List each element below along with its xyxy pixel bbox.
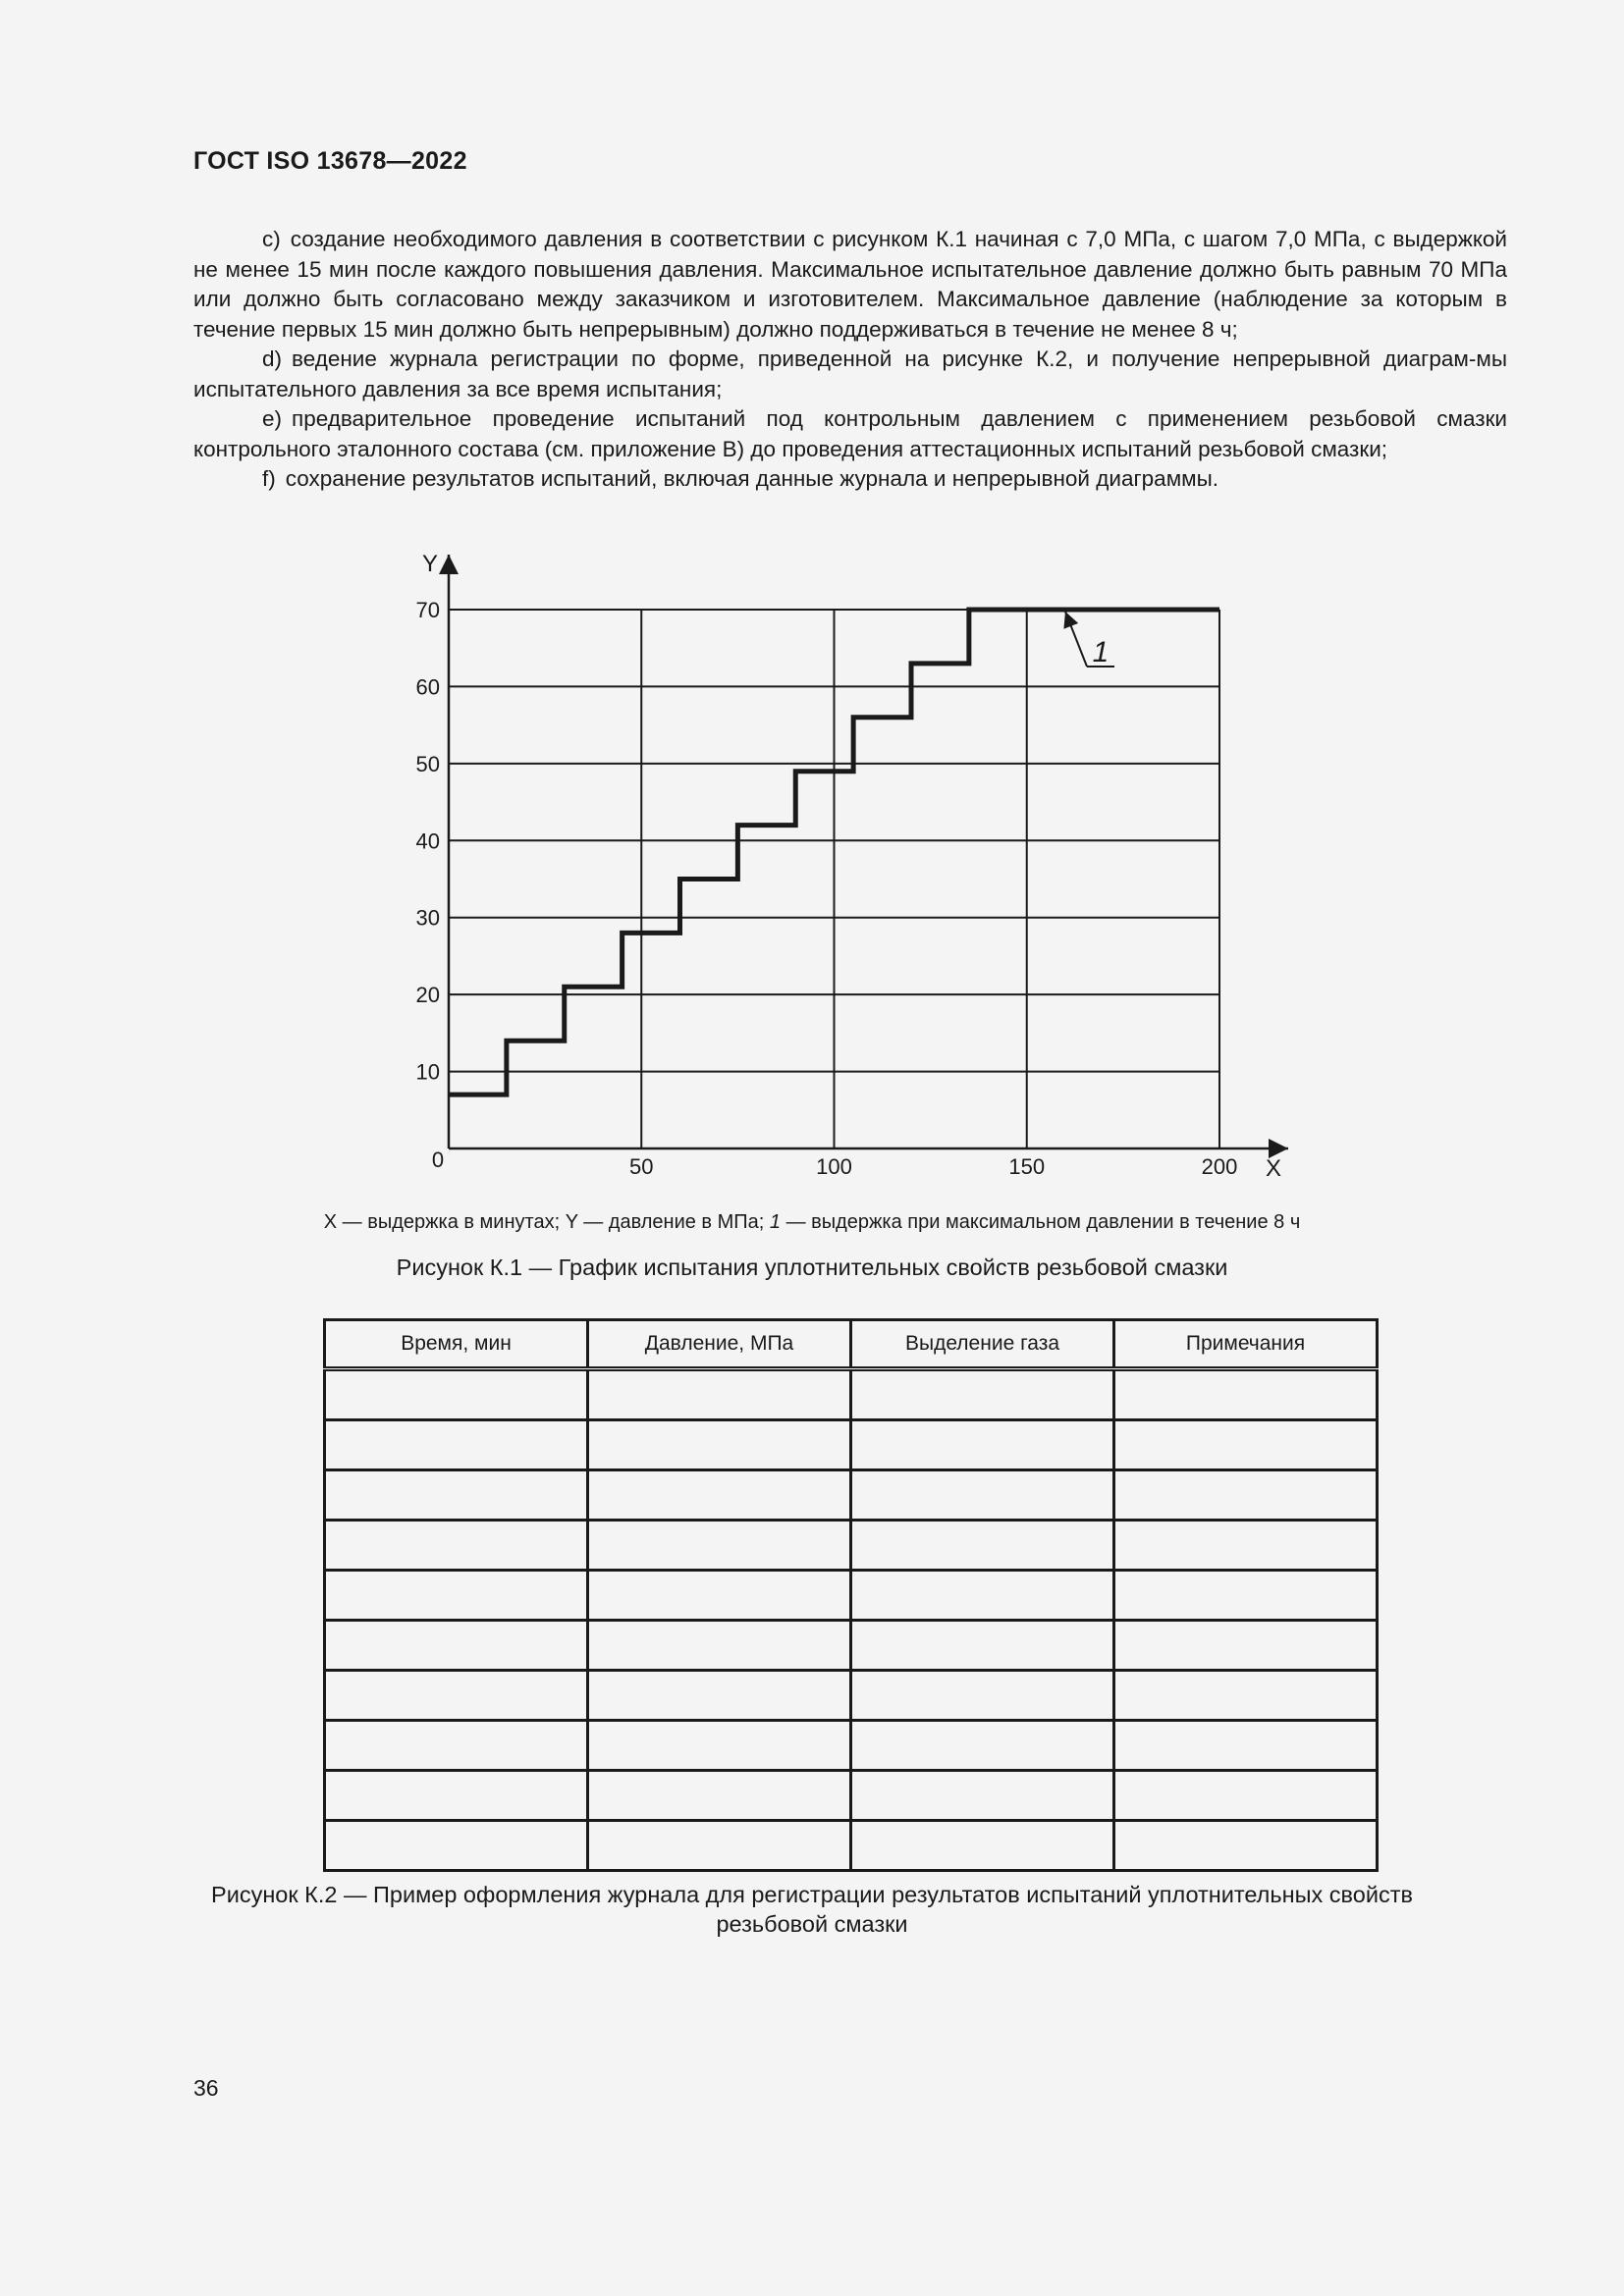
table-row bbox=[325, 1771, 1378, 1821]
table-cell bbox=[588, 1470, 851, 1521]
figure2-caption-line1: Рисунок К.2 — Пример оформления журнала для регистрации результатов испытаний уплотнительных свойств bbox=[211, 1882, 1413, 1907]
table-cell bbox=[325, 1521, 588, 1571]
paragraph-text: создание необходимого давления в соответствии с рисунком К.1 начиная с 7,0 МПа, с шагом 7,0 МПа, с выдержкой не менее 15 мин после каждого повышения давления. Максимальное испытательное давление должно быть равным 70 МПа или должно быть согласовано между заказчиком и изготовителем. Максимальное давление (наблюдение за которым в течение первых 15 мин должно быть непрерывным) должно поддерживаться в течение не менее 8 ч; bbox=[193, 227, 1507, 342]
figure2-caption bbox=[196, 1880, 1428, 1939]
table-cell bbox=[325, 1571, 588, 1621]
paragraph-marker: f) bbox=[262, 466, 276, 491]
column-header-gas: Выделение газа bbox=[851, 1320, 1114, 1369]
chart-annotations bbox=[1065, 612, 1114, 668]
table-cell bbox=[851, 1470, 1114, 1521]
y-tick-label: 60 bbox=[415, 674, 440, 700]
table-cell bbox=[325, 1470, 588, 1521]
table-row bbox=[325, 1821, 1378, 1871]
y-tick-label: 10 bbox=[415, 1059, 440, 1085]
table-row bbox=[325, 1621, 1378, 1671]
table-cell bbox=[1114, 1571, 1378, 1621]
table-row bbox=[325, 1420, 1378, 1470]
table-cell bbox=[851, 1369, 1114, 1420]
table-cell bbox=[325, 1671, 588, 1721]
table-cell bbox=[851, 1821, 1114, 1871]
figure1-caption: Рисунок К.1 — График испытания уплотнительных свойств резьбовой смазки bbox=[396, 1255, 1228, 1280]
journal-table bbox=[323, 1318, 1379, 1872]
paragraph-text: предварительное проведение испытаний под контрольным давлением с применением резьбовой смазки контрольного эталонного состава (см. приложение В) до проведения аттестационных испытаний резьбовой смазки; bbox=[193, 406, 1507, 461]
table-cell bbox=[1114, 1369, 1378, 1420]
y-tick-label: 30 bbox=[415, 905, 440, 931]
table-cell bbox=[1114, 1470, 1378, 1521]
table-cell bbox=[588, 1771, 851, 1821]
table-cell bbox=[325, 1369, 588, 1420]
table-row bbox=[325, 1721, 1378, 1771]
column-header-pressure: Давление, МПа bbox=[588, 1320, 851, 1369]
table-row bbox=[325, 1470, 1378, 1521]
legend-xy-text: X — выдержка в минутах; Y — давление в МПа; bbox=[323, 1211, 770, 1233]
legend-number: 1 bbox=[769, 1211, 782, 1233]
journal-header-row bbox=[325, 1320, 1378, 1369]
figure1-legend bbox=[196, 1211, 1428, 1234]
document-header: ГОСТ ISO 13678—2022 bbox=[193, 147, 467, 175]
table-cell bbox=[1114, 1621, 1378, 1671]
table-cell bbox=[851, 1420, 1114, 1470]
table-cell bbox=[851, 1771, 1114, 1821]
column-header-notes: Примечания bbox=[1114, 1320, 1378, 1369]
column-header-time: Время, мин bbox=[325, 1320, 588, 1369]
table-cell bbox=[588, 1369, 851, 1420]
figure2-caption-line2: резьбовой смазки bbox=[716, 1911, 908, 1937]
table-row bbox=[325, 1671, 1378, 1721]
table-cell bbox=[1114, 1821, 1378, 1871]
table-cell bbox=[325, 1821, 588, 1871]
table-cell bbox=[851, 1571, 1114, 1621]
table-cell bbox=[325, 1420, 588, 1470]
y-tick-label: 20 bbox=[415, 983, 440, 1008]
page-number: 36 bbox=[193, 2075, 219, 2101]
x-axis-label: X bbox=[1265, 1155, 1282, 1182]
table-cell bbox=[851, 1521, 1114, 1571]
table-row bbox=[325, 1521, 1378, 1571]
table-cell bbox=[1114, 1521, 1378, 1571]
legend-series-text: — выдержка при максимальном давлении в течение 8 ч bbox=[781, 1211, 1301, 1233]
table-cell bbox=[588, 1621, 851, 1671]
table-cell bbox=[325, 1721, 588, 1771]
x-tick-label: 100 bbox=[816, 1154, 852, 1179]
x-tick-label: 150 bbox=[1008, 1154, 1046, 1179]
origin-label: 0 bbox=[431, 1148, 445, 1172]
y-tick-label: 40 bbox=[415, 828, 440, 854]
chart-axes bbox=[449, 555, 1288, 1148]
paragraph-marker: c) bbox=[262, 227, 281, 251]
paragraph-marker: d) bbox=[262, 347, 283, 371]
paragraph-text: сохранение результатов испытаний, включая данные журнала и непрерывной диаграммы. bbox=[285, 466, 1219, 491]
annotation-leader bbox=[1065, 612, 1087, 667]
table-cell bbox=[588, 1420, 851, 1470]
y-tick-label: 50 bbox=[415, 751, 440, 776]
paragraph-marker: e) bbox=[262, 406, 283, 431]
table-cell bbox=[1114, 1721, 1378, 1771]
table-cell bbox=[325, 1621, 588, 1671]
y-tick-label: 70 bbox=[415, 598, 440, 622]
chart-tick-labels bbox=[416, 551, 1281, 1182]
paragraph-text: ведение журнала регистрации по форме, приведенной на рисунке К.2, и получение непрерывной диаграм-мы испытательного давления за все время испытания; bbox=[193, 347, 1507, 401]
journal-body bbox=[325, 1369, 1378, 1871]
table-cell bbox=[588, 1721, 851, 1771]
table-cell bbox=[588, 1521, 851, 1571]
x-tick-label: 200 bbox=[1201, 1154, 1238, 1179]
table-row bbox=[325, 1571, 1378, 1621]
table-cell bbox=[1114, 1420, 1378, 1470]
table-cell bbox=[851, 1671, 1114, 1721]
table-cell bbox=[851, 1621, 1114, 1671]
annotation-label: 1 bbox=[1092, 636, 1110, 668]
table-cell bbox=[588, 1671, 851, 1721]
table-cell bbox=[1114, 1771, 1378, 1821]
table-cell bbox=[588, 1571, 851, 1621]
table-cell bbox=[588, 1821, 851, 1871]
chart-grid bbox=[449, 610, 1219, 1148]
y-axis-label: Y bbox=[421, 551, 439, 577]
table-row bbox=[325, 1369, 1378, 1420]
table-cell bbox=[325, 1771, 588, 1821]
table-cell bbox=[851, 1721, 1114, 1771]
table-cell bbox=[1114, 1671, 1378, 1721]
x-tick-label: 50 bbox=[629, 1154, 654, 1179]
